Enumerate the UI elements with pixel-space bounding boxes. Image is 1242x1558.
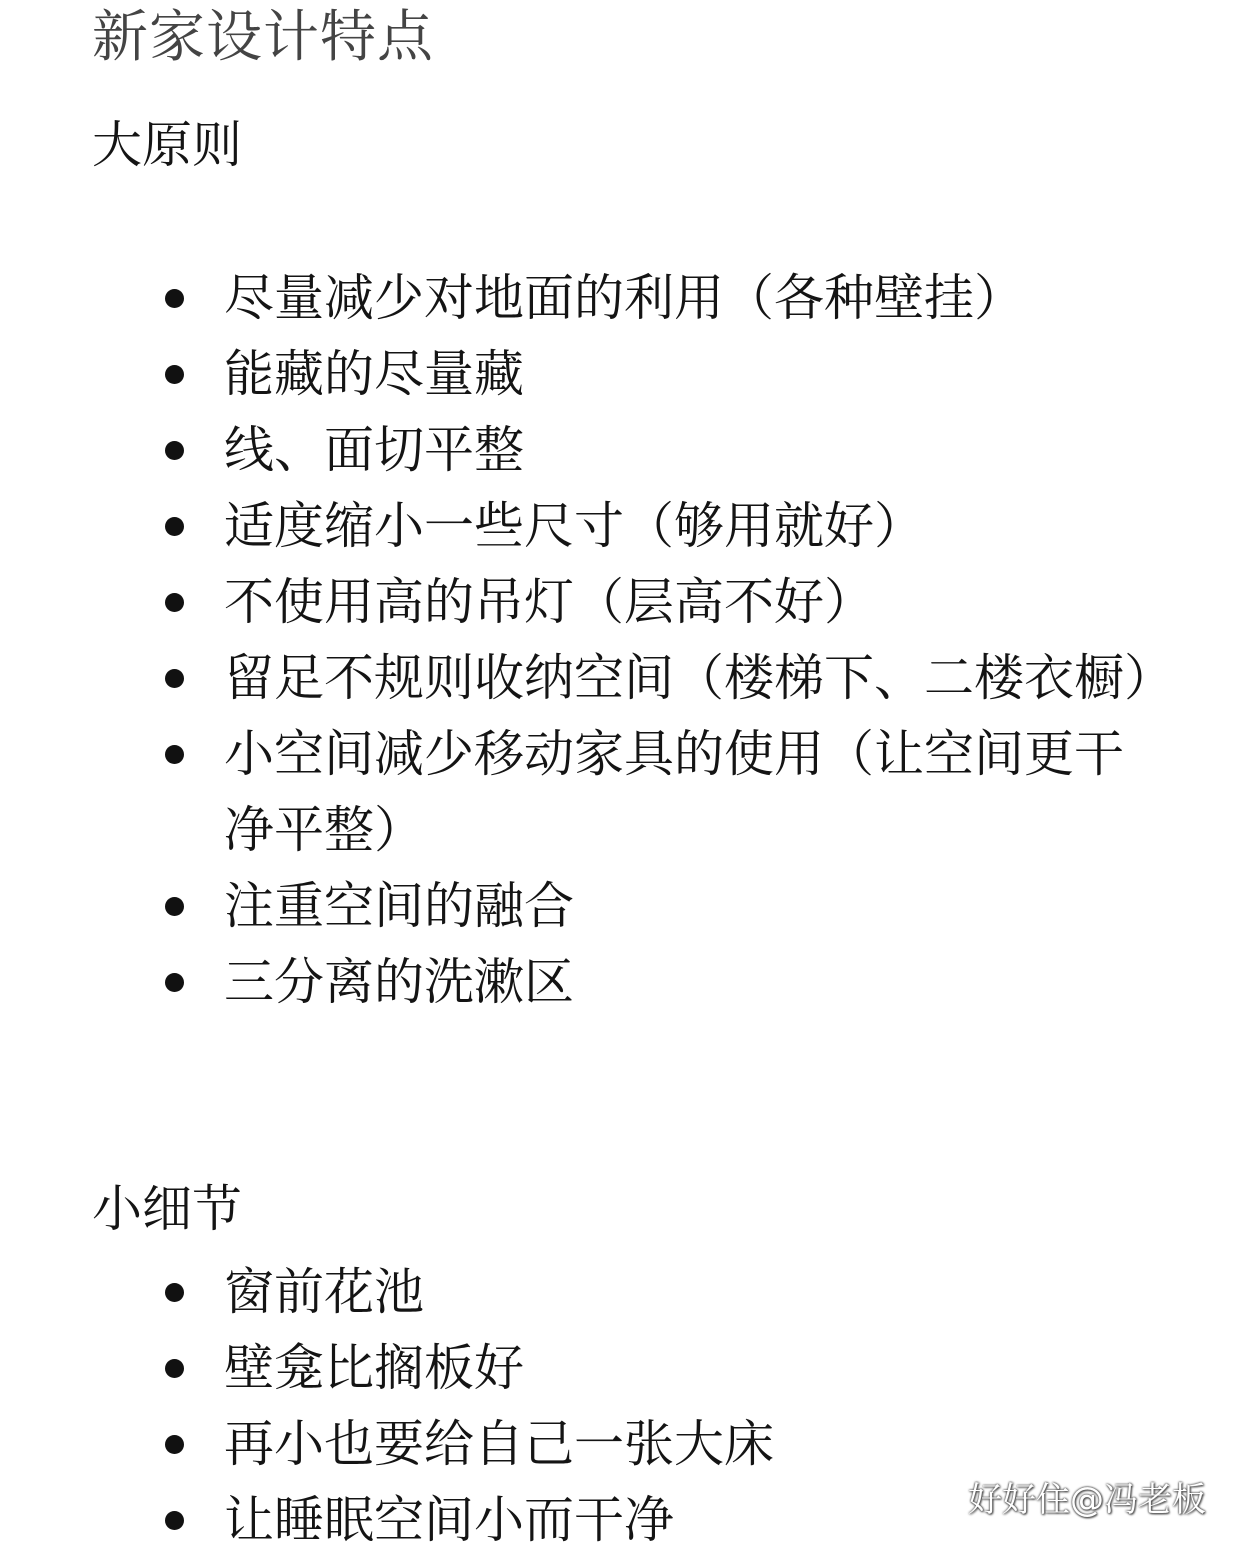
bullet-icon — [165, 517, 184, 536]
list-item — [0, 564, 1242, 640]
bullet-icon — [165, 745, 184, 764]
principles-list — [0, 260, 1242, 1020]
list-item-text: 让睡眠空间小而干净 — [224, 1491, 674, 1549]
bullet-icon — [165, 441, 184, 460]
list-item-text: 注重空间的融合 — [224, 877, 574, 935]
bullet-icon — [165, 1511, 184, 1530]
list-item-text: 适度缩小一些尺寸（够用就好） — [224, 497, 924, 555]
list-item-text: 壁龛比搁板好 — [224, 1339, 524, 1397]
bullet-icon — [165, 365, 184, 384]
list-item — [0, 488, 1242, 564]
list-item — [0, 1406, 1242, 1482]
list-item — [0, 412, 1242, 488]
bullet-icon — [165, 1359, 184, 1378]
list-item-text: 再小也要给自己一张大床 — [224, 1415, 774, 1473]
bullet-icon — [165, 897, 184, 916]
list-item-text: 尽量减少对地面的利用（各种壁挂） — [224, 269, 1024, 327]
list-item-text: 能藏的尽量藏 — [224, 345, 524, 403]
bullet-icon — [165, 289, 184, 308]
page-title: 新家设计特点 — [92, 5, 434, 70]
bullet-icon — [165, 669, 184, 688]
bullet-icon — [165, 1435, 184, 1454]
list-item — [0, 1330, 1242, 1406]
list-item-text: 窗前花池 — [224, 1263, 424, 1321]
list-item-text: 线、面切平整 — [224, 421, 524, 479]
section-heading-principles: 大原则 — [92, 116, 242, 174]
bullet-icon — [165, 1283, 184, 1302]
list-item — [0, 260, 1242, 336]
section-heading-details: 小细节 — [92, 1180, 242, 1238]
list-item-text: 小空间减少移动家具的使用（让空间更干净平整） — [224, 725, 1124, 859]
list-item — [0, 716, 1242, 868]
bullet-icon — [165, 593, 184, 612]
list-item-text: 留足不规则收纳空间（楼梯下、二楼衣橱） — [224, 649, 1174, 707]
bullet-icon — [165, 973, 184, 992]
list-item — [0, 868, 1242, 944]
watermark: 好好住@冯老板 — [968, 1480, 1206, 1520]
list-item — [0, 336, 1242, 412]
list-item — [0, 1254, 1242, 1330]
list-item — [0, 944, 1242, 1020]
list-item — [0, 640, 1242, 716]
list-item-text: 不使用高的吊灯（层高不好） — [224, 573, 874, 631]
list-item-text: 三分离的洗漱区 — [224, 953, 574, 1011]
